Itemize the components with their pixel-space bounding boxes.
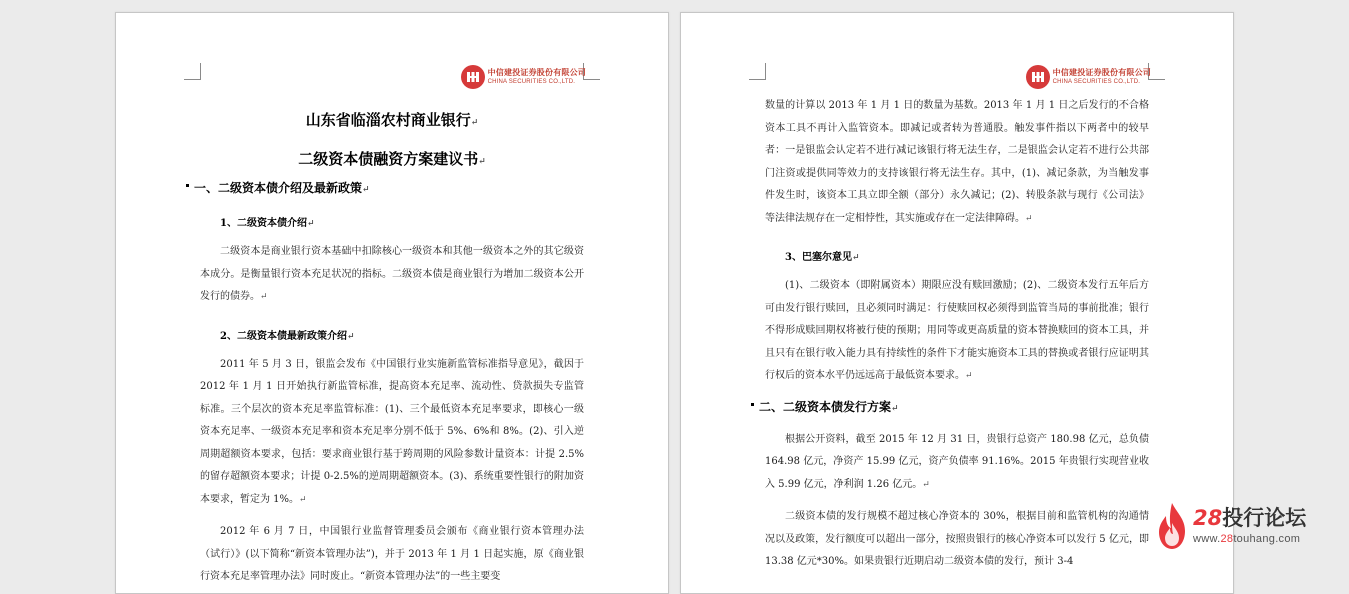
page-1-content (194, 105, 584, 589)
csc-logo-icon (461, 65, 485, 89)
crop-mark-top-left (184, 63, 201, 80)
company-name-cn: 中信建投证券股份有限公司 (487, 68, 586, 77)
watermark-title: 28投行论坛 (1193, 505, 1307, 530)
watermark-url: www.28touhang.com (1193, 532, 1301, 545)
subheading-3[interactable]: 3、巴塞尔意见↵ (785, 252, 860, 263)
company-name-en: CHINA SECURITIES CO.,LTD. (1052, 79, 1141, 85)
doc-title-line1[interactable]: 山东省临淄农村商业银行↵ (305, 111, 479, 129)
company-name-en: CHINA SECURITIES CO.,LTD. (487, 79, 576, 85)
doc-title-line2[interactable]: 二级资本债融资方案建议书↵ (298, 150, 486, 168)
paragraph-continuation[interactable]: 数量的计算以 2013 年 1 月 1 日的数量为基数。2013 年 1 月 1 日之后发行的不合格资本工具不再计入监管资本。即减记或者转为普通股。触发事件指以下两者中的较早者：一是银监会认定若不进行减记该银行将无法生存，二是银监会认定若不进行公共部门注资或提供同等效力的支持该银行将无法生存。其中，(1)、减记条款，为当触发事件发生时，该资本工具立即全额（部分）永久减记；(2)、转股条款与现行《公司法》等法律法规存在一定相悖性，其实施或存在一定法律障碍。↵ (765, 100, 1149, 224)
section-heading-2[interactable]: 二、二级资本债发行方案↵ (759, 398, 1149, 415)
document-page-1 (115, 12, 669, 594)
forum-watermark (1155, 496, 1325, 556)
flame-icon (1155, 501, 1189, 551)
paragraph-sub2-1[interactable]: 2011 年 5 月 3 日，银监会发布《中国银行业实施新监管标准指导意见》，截因于 2012 年 1 月 1 日开始执行新监管标准，提高资本充足率、流动性、贷款损失专监管标准。三个层次的资本充足率监管标准：(1)、三个最低资本充足率要求，即核心一级资本充足率、一级资本充足率和资本充足率分别不低于 5%、6%和 8%。(2)、引入逆周期超额资本要求，包括：要求商业银行基于跨周期的风险参数计量资本：计提 2.5%的留存超额资本要求；计提 0-2.5%的逆周期超额资本。(3)、系统重要性银行的附加资本要求，暂定为 1%。↵ (200, 358, 584, 505)
company-name-cn: 中信建投证券股份有限公司 (1052, 68, 1151, 77)
header-logo (1026, 65, 1151, 89)
page-2-content (759, 95, 1149, 574)
subheading-2[interactable]: 2、二级资本债最新政策介绍↵ (220, 330, 355, 342)
paragraph-sub3[interactable]: (1)、二级资本（即附属资本）期限应没有赎回激励；(2)、二级资本发行五年后方可由发行银行赎回，且必须同时满足：行使赎回权必须得到监管当局的事前批准；银行不得形成赎回期权将被行使的预期；用同等或更高质量的资本替换赎回的资本工具，并且只有在银行收入能力具有持续性的条件下才能实施资本工具的替换或者银行应证明其行权后的资本水平仍远远高于最低资本要求。↵ (765, 280, 1149, 381)
paragraph-issuance-size[interactable]: 二级资本债的发行规模不超过核心净资本的 30%，根据目前和监管机构的沟通情况以及政策，发行额度可以超出一部分，按照贵银行的核心净资本可以发行 5 亿元，即 13.38 亿元*30%。如果贵银行近期启动二级资本债的发行，预计 3-4 (765, 511, 1149, 567)
subheading-1[interactable]: 1、二级资本债介绍↵ (220, 218, 315, 229)
paragraph-financials[interactable]: 根据公开资料，截至 2015 年 12 月 31 日，贵银行总资产 180.98 亿元，总负债 164.98 亿元，净资产 15.99 亿元，资产负债率 91.16%。2015 年贵银行实现营业收入 5.99 亿元，净利润 1.26 亿元。↵ (765, 433, 1149, 490)
csc-logo-icon (1026, 65, 1050, 89)
crop-mark-top-left (749, 63, 766, 80)
header-logo (461, 65, 586, 89)
section-heading-1[interactable]: 一、二级资本债介绍及最新政策↵ (194, 179, 584, 196)
paragraph-sub2-2[interactable]: 2012 年 6 月 7 日，中国银行业监督管理委员会颁布《商业银行资本管理办法（试行）》(以下简称“新资本管理办法”)，并于 2013 年 1 月 1 日起实施，原《商业银行资本充足率管理办法》同时废止。“新资本管理办法”的一些主要变 (200, 526, 584, 582)
paragraph-sub1[interactable]: 二级资本是商业银行资本基础中扣除核心一级资本和其他一级资本之外的其它级资本成分。是衡量银行资本充足状况的指标。二级资本债是商业银行为增加二级资本公开发行的债券。↵ (200, 246, 584, 302)
document-page-2 (680, 12, 1234, 594)
